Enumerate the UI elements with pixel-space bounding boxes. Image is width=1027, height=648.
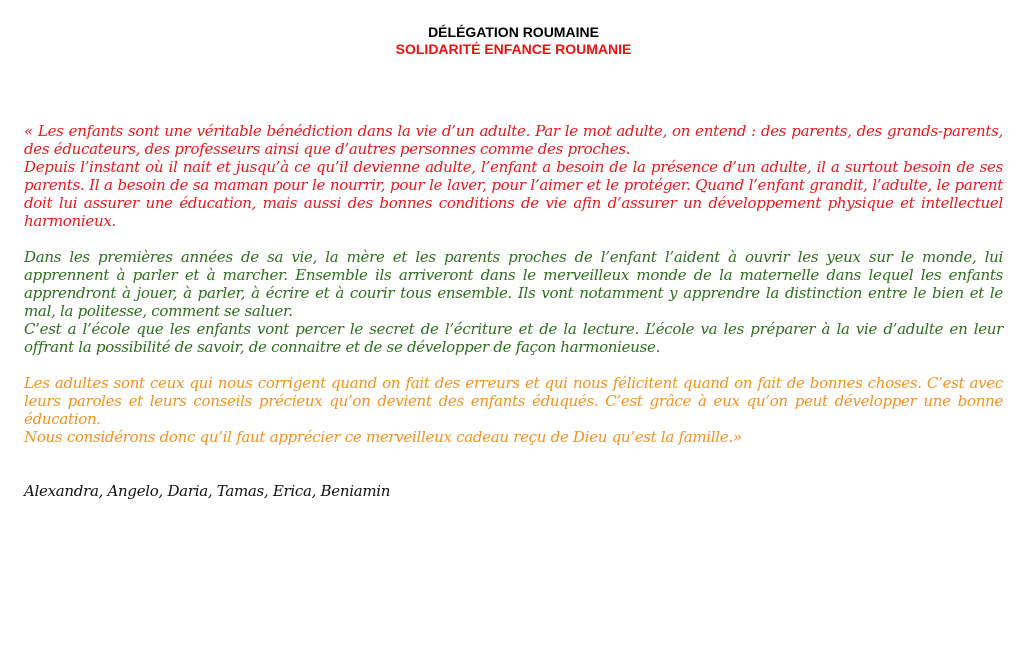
paragraph-orange [24,374,1003,446]
paragraph-red-line-2: Depuis l’instant où il nait et jusqu’à ce qu’il devienne adulte, l’enfant a besoin de la présence d’un adulte, il a surtout besoin de ses parents. Il a besoin de sa maman pour le nourrir, pour le laver, pour l’aimer et le protéger. Quand l’enfant grandit, l’adulte, le parent doit lui assurer une éducation, mais aussi des bonnes conditions de vie afin d’assurer un développement physique et intellectuel harmonieux. [24,158,1003,230]
paragraph-green-line-2: C’est a l’école que les enfants vont percer le secret de l’écriture et de la lecture. L’école va les préparer à la vie d’adulte en leur offrant la possibilité de savoir, de connaitre et de se développer de façon harmonieuse. [24,320,1003,356]
signature: Alexandra, Angelo, Daria, Tamas, Erica, Beniamin [24,482,391,500]
delegation-title: DÉLÉGATION ROUMAINE [428,24,599,40]
organization-subtitle: SOLIDARITÉ ENFANCE ROUMANIE [395,41,632,57]
paragraph-orange-line-2: Nous considérons donc qu’il faut apprécier ce merveilleux cadeau reçu de Dieu qu’est la famille.» [24,428,742,446]
paragraph-orange-line-1: Les adultes sont ceux qui nous corrigent quand on fait des erreurs et qui nous félicitent quand on fait de bonnes choses. C’est avec leurs paroles et leurs conseils précieux qu’on devient des enfants éduqués. C’est grâce à eux qu’on peut développer une bonne éducation. [24,374,1003,428]
paragraph-green-line-1: Dans les premières années de sa vie, la mère et les parents proches de l’enfant l’aident à ouvrir les yeux sur le monde, lui apprennent à parler et à marcher. Ensemble ils arriveront dans le merveilleux monde de la maternelle dans lequel les enfants apprendront à jouer, à parler, à écrire et à courir tous ensemble. Ils vont notamment y apprendre la distinction entre le bien et le mal, la politesse, comment se saluer. [24,248,1003,320]
paragraph-green [24,248,1003,356]
header [0,24,1027,58]
paragraph-red-line-1: « Les enfants sont une véritable bénédiction dans la vie d’un adulte. Par le mot adulte, on entend : des parents, des grands-parents, des éducateurs, des professeurs ainsi que d’autres personnes comme des proches. [24,122,1003,158]
paragraph-red [24,122,1003,230]
